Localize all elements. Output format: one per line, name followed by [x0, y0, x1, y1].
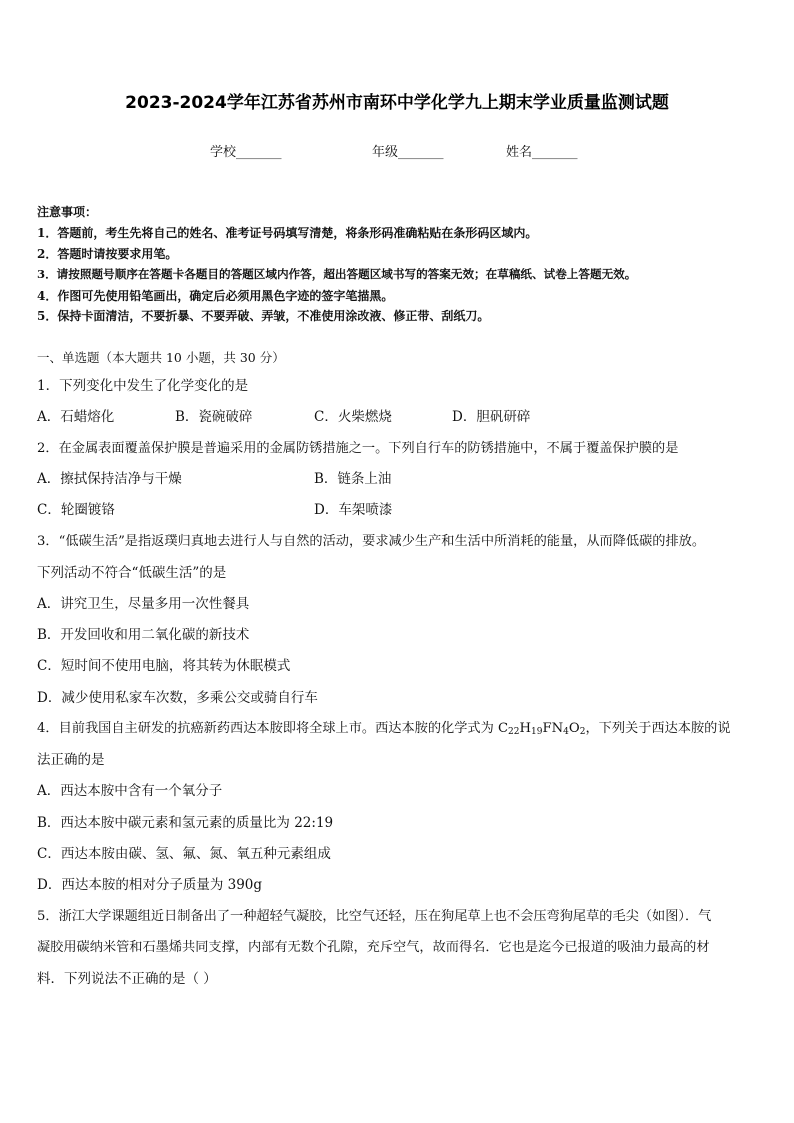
- question-5-stem-end: 料．下列说法不正确的是（ ）: [37, 971, 217, 987]
- q1-option-c: C．火柴燃烧: [314, 409, 392, 425]
- formula-c-count: 22: [508, 727, 520, 737]
- question-1-stem: 1．下列变化中发生了化学变化的是: [37, 378, 249, 394]
- q3-option-a: A．讲究卫生，尽量多用一次性餐具: [37, 596, 250, 612]
- formula-fn: FN: [542, 721, 564, 736]
- q4-option-d: D．西达本胺的相对分子质量为 390g: [37, 877, 263, 893]
- notice-title: 注意事项：: [37, 205, 98, 219]
- question-3-stem: 3．“低碳生活”是指返璞归真地去进行人与自然的活动，要求减少生产和生活中所消耗的能量，从而降低碳的排放。: [37, 534, 706, 549]
- notice-item: 5．保持卡面清洁，不要折暴、不要弄破、弄皱，不准使用涂改液、修正带、刮纸刀。: [37, 309, 490, 323]
- q1-option-b: B．瓷碗破碎: [175, 409, 253, 425]
- section-title: 一、单选题（本大题共 10 小题，共 30 分）: [37, 350, 285, 365]
- q4-stem-text-end: ，下列关于西达本胺的说: [585, 721, 731, 736]
- q2-option-d: D．车架喷漆: [314, 502, 393, 518]
- q4-option-a: A．西达本胺中含有一个氧分子: [37, 783, 223, 799]
- q3-option-b: B．开发回收和用二氧化碳的新技术: [37, 627, 250, 643]
- notice-item: 1．答题前，考生先将自己的姓名、准考证号码填写清楚，将条形码准确粘贴在条形码区域内。: [37, 226, 538, 240]
- question-4-stem: [37, 717, 731, 736]
- question-2-stem: 2．在金属表面覆盖保护膜是普遍采用的金属防锈措施之一。下列自行车的防锈措施中，不属于覆盖保护膜的是: [37, 441, 679, 456]
- q2-option-b: B．链条上油: [314, 471, 392, 487]
- q4-option-b: B．西达本胺中碳元素和氢元素的质量比为 22:19: [37, 815, 334, 831]
- school-field: 学校_______: [210, 145, 282, 160]
- grade-field: 年级_______: [372, 145, 444, 160]
- notice-item: 2．答题时请按要求用笔。: [37, 247, 178, 261]
- q1-option-a: A．石蜡熔化: [37, 409, 115, 425]
- name-field: 姓名_______: [506, 145, 578, 160]
- formula-o: O: [568, 721, 580, 736]
- exam-title: 2023-2024学年江苏省苏州市南环中学化学九上期末学业质量监测试题: [125, 93, 669, 113]
- formula-h-count: 19: [531, 727, 543, 737]
- q4-stem-text: 4．目前我国自主研发的抗癌新药西达本胺即将全球上市。西达本胺的化学式为 C: [37, 721, 509, 736]
- q4-option-c: C．西达本胺由碳、氢、氟、氮、氧五种元素组成: [37, 846, 331, 862]
- formula-o-count: 2: [579, 727, 586, 737]
- question-5-stem: 5．浙江大学课题组近日制备出了一种超轻气凝胶，比空气还轻，压在狗尾草上也不会压弯狗尾草的毛尖（如图）．气: [37, 909, 712, 924]
- q3-option-d: D．减少使用私家车次数，多乘公交或骑自行车: [37, 690, 318, 706]
- formula-h: H: [519, 721, 532, 736]
- question-5-stem-cont: 凝胶用碳纳米管和石墨烯共同支撑，内部有无数个孔隙，充斥空气，故而得名．它也是迄今已报道的吸油力最高的材: [37, 940, 710, 955]
- notice-item: 4．作图可先使用铅笔画出，确定后必须用黑色字迹的签字笔描黑。: [37, 289, 394, 303]
- notice-item: 3．请按照题号顺序在答题卡各题目的答题区域内作答，超出答题区域书写的答案无效；在草稿纸、试卷上答题无效。: [37, 267, 637, 281]
- formula-n-count: 4: [563, 727, 569, 737]
- question-4-stem-cont: 法正确的是: [37, 752, 105, 768]
- q2-option-c: C．轮圈镀铬: [37, 502, 115, 518]
- q2-option-a: A．擦拭保持洁净与干燥: [37, 471, 182, 487]
- q1-option-d: D．胆矾研碎: [452, 409, 531, 425]
- question-3-stem-cont: 下列活动不符合“低碳生活”的是: [37, 565, 227, 581]
- q3-option-c: C．短时间不使用电脑，将其转为休眠模式: [37, 658, 291, 674]
